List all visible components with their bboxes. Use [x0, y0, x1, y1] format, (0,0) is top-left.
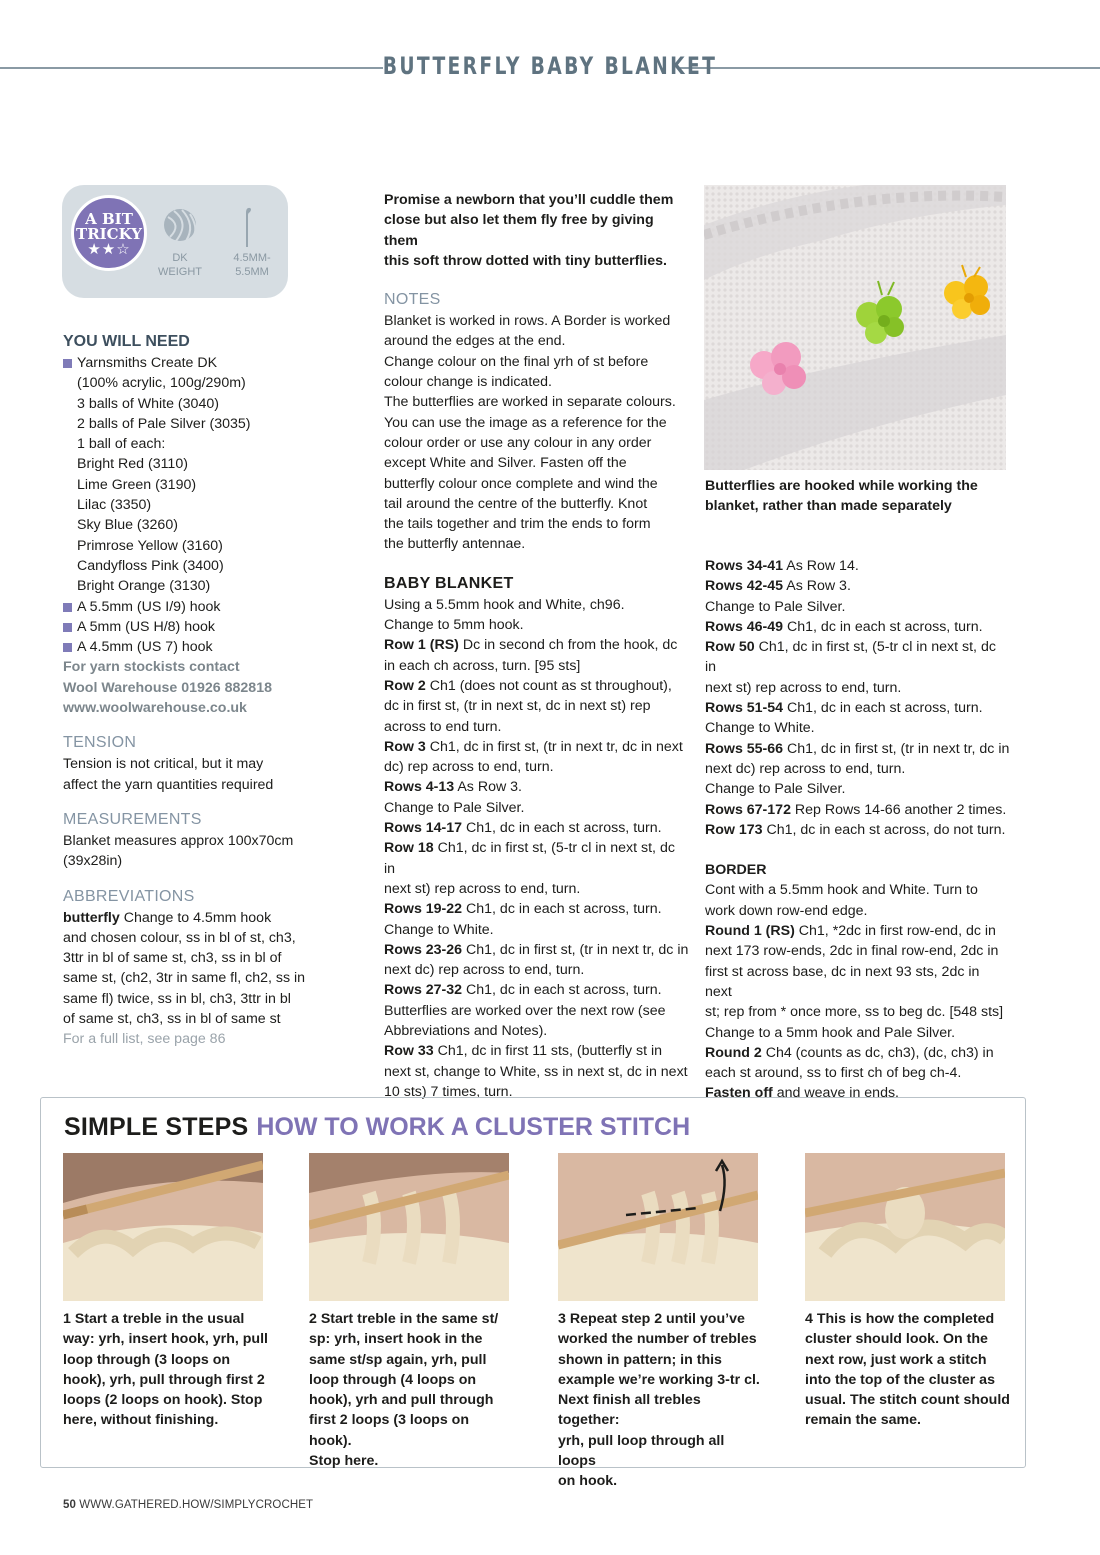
- list-item: A 5.5mm (US I/9) hook: [63, 597, 308, 617]
- list-item: 1 ball of each:: [77, 436, 166, 453]
- pattern-line: Change to Pale Silver.: [705, 598, 846, 615]
- pattern-row: [705, 617, 1010, 637]
- pattern-line: Change to Pale Silver.: [384, 799, 525, 816]
- step-2-illustration: [309, 1153, 509, 1301]
- hook-size-line-1: 4.5MM-: [233, 252, 271, 264]
- list-item: Primrose Yellow (3160): [77, 537, 223, 554]
- row-label: Rows 14-17: [384, 820, 463, 837]
- row-text: Ch1, dc in each st across, do not turn.: [762, 821, 1006, 838]
- pattern-line: Abbreviations and Notes).: [384, 1022, 548, 1039]
- step-line: first 2 loops (3 loops on hook).: [309, 1412, 470, 1449]
- row-text: Ch1 (does not count as st throughout),: [425, 677, 672, 694]
- pattern-line: Change to Pale Silver.: [705, 781, 846, 798]
- row-label: Row 33: [384, 1043, 434, 1060]
- pattern-line: across to end turn.: [384, 718, 502, 735]
- yarn-ball-icon: [160, 205, 200, 245]
- step-line: same st/sp again, yrh, pull: [309, 1351, 487, 1368]
- abbreviation-line: and chosen colour, ss in bl of st, ch3,: [63, 929, 296, 946]
- step-line: into the top of the cluster as: [805, 1371, 995, 1388]
- pattern-row: [705, 698, 1010, 718]
- border-heading: BORDER: [705, 862, 767, 879]
- row-text: Ch4 (counts as dc, ch3), (dc, ch3) in: [761, 1044, 994, 1061]
- pattern-row: [705, 820, 1010, 840]
- step-line: loop through (3 loops on: [63, 1351, 231, 1368]
- difficulty-line-1: A BIT: [85, 210, 133, 228]
- pattern-line: Change to White.: [705, 720, 815, 737]
- caption-line: blanket, rather than made separately: [705, 498, 952, 515]
- abbreviation-line: [63, 908, 308, 928]
- pattern-line: each st around, ss to first ch of beg ch-4.: [705, 1065, 962, 1082]
- pattern-line: Using a 5.5mm hook and White, ch96.: [384, 596, 625, 613]
- pattern-line: Butterflies are worked over the next row (see: [384, 1002, 666, 1019]
- yarn-weight-label: [154, 251, 206, 279]
- abbreviation-line: of same st, ch3, ss in bl of same st: [63, 1011, 281, 1028]
- step-4-photo: [805, 1153, 1005, 1301]
- step-1-photo: [63, 1153, 263, 1301]
- pattern-line: dc) rep across to end, turn.: [384, 759, 554, 776]
- page-footer: [63, 1499, 313, 1511]
- row-text: Ch1, dc in each st across, turn.: [462, 982, 662, 999]
- row-label: Rows 51-54: [705, 700, 784, 717]
- pattern-line: in each ch across, turn. [95 sts]: [384, 657, 581, 674]
- row-label: Rows 23-26: [384, 941, 463, 958]
- list-item: Bright Red (3110): [77, 456, 188, 473]
- row-label: Rows 34-41: [705, 558, 784, 574]
- step-number: 3: [558, 1311, 566, 1327]
- row-label: Round 1 (RS): [705, 923, 795, 940]
- row-label: Row 18: [384, 840, 434, 857]
- step-line: usual. The stitch count should: [805, 1392, 1010, 1409]
- pattern-row: [705, 1043, 1010, 1063]
- row-text: Ch1, dc in each st across, turn.: [783, 700, 983, 717]
- pattern-line: Change to White.: [384, 921, 494, 938]
- row-label: Rows 67-172: [705, 801, 791, 818]
- step-2-text: [309, 1309, 514, 1471]
- notes-line: except White and Silver. Fasten off the: [384, 455, 627, 472]
- row-label: Round 2: [705, 1044, 762, 1061]
- row-label: Row 3: [384, 738, 426, 755]
- measurements-text: Blanket measures approx 100x70cm: [63, 832, 294, 849]
- step-line: Repeat step 2 until you’ve: [565, 1311, 745, 1327]
- notes-line: around the edges at the end.: [384, 333, 566, 350]
- middle-column: [384, 190, 689, 1102]
- tension-text: affect the yarn quantities required: [63, 776, 274, 793]
- step-line: Start a treble in the usual: [70, 1311, 245, 1327]
- pattern-row: [705, 576, 1010, 596]
- row-label: Row 173: [705, 821, 763, 838]
- row-text: As Row 3.: [454, 779, 523, 796]
- step-number: 2: [309, 1311, 317, 1327]
- abbreviation-line: same fl) twice, ss in bl, ch3, 3ttr in bl: [63, 990, 291, 1007]
- row-text: Ch1, *2dc in first row-end, dc in: [794, 923, 996, 940]
- photo-caption: [705, 476, 1005, 517]
- pattern-row: [384, 1041, 689, 1061]
- row-text: Ch1, dc in each st across, turn.: [462, 820, 662, 837]
- pattern-row: [705, 739, 1010, 759]
- notes-line: colour order or use any colour in any order: [384, 434, 652, 451]
- intro-text: this soft throw dotted with tiny butterflies.: [384, 252, 667, 269]
- row-text: Rep Rows 14-66 another 2 times.: [790, 801, 1007, 818]
- blanket-illustration: [704, 185, 1006, 470]
- step-line: remain the same.: [805, 1412, 921, 1429]
- notes-line: colour change is indicated.: [384, 374, 552, 391]
- hook-size-line-2: 5.5MM: [235, 266, 269, 278]
- pattern-row: [384, 838, 689, 879]
- notes-line: You can use the image as a reference for the: [384, 414, 667, 431]
- step-3-text: [558, 1309, 763, 1492]
- pattern-line: next st, change to White, ss in next st, dc in next: [384, 1063, 688, 1080]
- row-label: Fasten off: [705, 1085, 773, 1102]
- step-line: Stop here.: [309, 1453, 379, 1470]
- measurements-heading: MEASUREMENTS: [63, 810, 202, 828]
- pattern-row: [384, 940, 689, 960]
- stockist-link[interactable]: www.woolwarehouse.co.uk: [63, 700, 247, 717]
- pattern-row: [705, 556, 1010, 576]
- notes-line: the butterfly antennae.: [384, 536, 526, 553]
- step-1-illustration: [63, 1153, 263, 1301]
- abbreviation-line: same st, (ch2, 3tr in same fl, ch2, ss in: [63, 970, 306, 987]
- crochet-hook-icon: [240, 205, 254, 247]
- row-text: Ch1, dc in each st across, turn.: [783, 618, 983, 635]
- right-column: [705, 556, 1010, 1104]
- row-text: As Row 3.: [783, 578, 851, 595]
- row-text: Ch1, dc in first st, (5-tr cl in next st, dc in: [705, 639, 996, 676]
- step-line: loops (2 loops on hook). Stop: [63, 1392, 263, 1409]
- step-line: loop through (4 loops on: [309, 1371, 477, 1388]
- abbreviation-term: butterfly: [63, 909, 120, 926]
- list-item: (100% acrylic, 100g/290m): [77, 375, 246, 392]
- step-line: Next finish all trebles together:: [558, 1392, 701, 1429]
- step-4-illustration: [805, 1153, 1005, 1301]
- cluster-stitch-label: HOW TO WORK A CLUSTER STITCH: [256, 1113, 691, 1141]
- page-number: 50: [63, 1499, 76, 1511]
- pattern-line: work down row-end edge.: [705, 902, 868, 919]
- pattern-line: Change to a 5mm hook and Pale Silver.: [705, 1024, 956, 1041]
- list-item: Lilac (3350): [77, 497, 152, 514]
- row-text: Dc in second ch from the hook, dc: [458, 637, 678, 654]
- notes-line: The butterflies are worked in separate colours.: [384, 394, 676, 411]
- row-text: As Row 14.: [783, 558, 859, 574]
- step-line: cluster should look. On the: [805, 1331, 988, 1348]
- notes-heading: NOTES: [384, 291, 441, 309]
- step-line: worked the number of trebles: [558, 1331, 757, 1348]
- left-column: [63, 331, 308, 1050]
- step-line: on hook.: [558, 1473, 618, 1490]
- row-text: and weave in ends.: [772, 1085, 899, 1102]
- pattern-row: [705, 800, 1010, 820]
- pattern-line: Change to 5mm hook.: [384, 617, 524, 634]
- pattern-line: next 173 row-ends, 2dc in final row-end, 2dc in: [705, 943, 999, 960]
- difficulty-badge: [62, 185, 288, 298]
- pattern-row: [705, 637, 1010, 678]
- step-1-text: [63, 1309, 268, 1431]
- pattern-line: next st) rep across to end, turn.: [384, 880, 581, 897]
- step-line: way: yrh, insert hook, yrh, pull: [63, 1331, 268, 1348]
- step-line: sp: yrh, insert hook in the: [309, 1331, 483, 1348]
- row-text: Ch1, dc in first st, (tr in next tr, dc in: [462, 941, 689, 958]
- difficulty-stars: ★★☆: [87, 241, 131, 258]
- row-label: Rows 4-13: [384, 779, 455, 796]
- pattern-row: [384, 737, 689, 757]
- intro-text: Promise a newborn that you’ll cuddle them: [384, 192, 674, 208]
- notes-line: tail around the centre of the butterfly. Knot: [384, 495, 648, 512]
- difficulty-circle: [71, 195, 147, 271]
- row-label: Rows 46-49: [705, 618, 784, 635]
- pattern-row: [384, 818, 689, 838]
- list-item: A 5mm (US H/8) hook: [63, 617, 308, 637]
- list-item: Bright Orange (3130): [77, 578, 211, 595]
- step-line: This is how the completed: [812, 1311, 995, 1327]
- pattern-line: st; rep from * once more, ss to beg dc. [548 sts]: [705, 1004, 1004, 1021]
- pattern-row: [384, 635, 689, 655]
- list-item: A 4.5mm (US 7) hook: [63, 637, 308, 657]
- full-list-link[interactable]: For a full list, see page 86: [63, 1031, 226, 1048]
- pattern-line: next dc) rep across to end, turn.: [384, 962, 585, 979]
- yarn-weight-line-1: DK: [172, 252, 188, 264]
- notes-line: butterfly colour once complete and wind the: [384, 475, 658, 492]
- pattern-line: first st across base, dc in next 93 sts, 2dc in next: [705, 963, 980, 1000]
- pattern-row: [384, 676, 689, 696]
- notes-line: Change colour on the final yrh of st before: [384, 353, 649, 370]
- step-line: hook), yrh, pull through first 2: [63, 1371, 265, 1388]
- step-line: yrh, pull loop through all loops: [558, 1432, 725, 1470]
- stockist-line: Wool Warehouse 01926 882818: [63, 679, 272, 696]
- row-label: Rows 42-45: [705, 578, 784, 595]
- list-item: Candyfloss Pink (3400): [77, 557, 224, 574]
- pattern-row: [384, 980, 689, 1000]
- step-line: next row, just work a stitch: [805, 1351, 987, 1368]
- row-label: Row 2: [384, 677, 426, 694]
- pattern-line: dc in first st, (tr in next st, dc in next st) rep: [384, 698, 651, 715]
- step-3-illustration: [558, 1153, 758, 1301]
- yarn-weight-line-2: WEIGHT: [158, 266, 202, 278]
- footer-url[interactable]: WWW.GATHERED.HOW/SIMPLYCROCHET: [76, 1499, 314, 1511]
- row-text: Ch1, dc in each st across, turn.: [462, 901, 662, 918]
- step-number: 4: [805, 1311, 813, 1327]
- page-title: BUTTERFLY BABY BLANKET: [382, 52, 718, 80]
- step-line: hook), yrh and pull through: [309, 1392, 494, 1409]
- row-text: Ch1, dc in first st, (tr in next tr, dc in next: [425, 738, 683, 755]
- step-line: example we’re working 3-tr cl.: [558, 1371, 760, 1388]
- hook-size-label: [224, 251, 280, 279]
- pattern-row: [384, 899, 689, 919]
- intro-text: close but also let them fly free by giving them: [384, 212, 654, 249]
- you-will-need-heading: YOU WILL NEED: [63, 333, 190, 350]
- list-item: 2 balls of Pale Silver (3035): [77, 415, 251, 432]
- pattern-line: 10 sts) 7 times, turn.: [384, 1083, 513, 1100]
- step-number: 1: [63, 1311, 71, 1327]
- step-4-text: [805, 1309, 1010, 1431]
- row-label: Rows 19-22: [384, 901, 463, 918]
- pattern-row: [705, 921, 1010, 941]
- caption-line: Butterflies are hooked while working the: [705, 478, 978, 494]
- abbreviations-heading: ABBREVIATIONS: [63, 887, 195, 905]
- measurements-text: (39x28in): [63, 853, 123, 870]
- step-3-photo: [558, 1153, 758, 1301]
- difficulty-line-2: TRICKY: [76, 225, 142, 243]
- row-label: Row 50: [705, 639, 755, 656]
- step-2-photo: [309, 1153, 509, 1301]
- simple-steps-title: [64, 1110, 690, 1144]
- list-item: Lime Green (3190): [77, 476, 197, 493]
- simple-steps-label: SIMPLE STEPS: [64, 1113, 249, 1141]
- notes-line: Blanket is worked in rows. A Border is worked: [384, 313, 671, 330]
- list-item: 3 balls of White (3040): [77, 395, 219, 412]
- step-line: Start treble in the same st/: [316, 1311, 499, 1327]
- pattern-row: [384, 777, 689, 797]
- row-text: Ch1, dc in first 11 sts, (butterfly st in: [433, 1043, 663, 1060]
- row-label: Row 1 (RS): [384, 637, 459, 654]
- row-text: Ch1, dc in first st, (tr in next tr, dc in: [783, 740, 1010, 757]
- abbreviation-text: Change to 4.5mm hook: [119, 909, 272, 926]
- step-line: here, without finishing.: [63, 1412, 219, 1429]
- pattern-line: Cont with a 5.5mm hook and White. Turn to: [705, 882, 978, 899]
- row-label: Rows 27-32: [384, 982, 463, 999]
- butterfly-blanket-photo: [704, 185, 1006, 470]
- tension-text: Tension is not critical, but it may: [63, 756, 264, 773]
- list-item: Sky Blue (3260): [77, 517, 178, 534]
- pattern-line: next dc) rep across to end, turn.: [705, 760, 906, 777]
- step-line: shown in pattern; in this: [558, 1351, 722, 1368]
- pattern-line: next st) rep across to end, turn.: [705, 679, 902, 696]
- abbreviation-line: 3ttr in bl of same st, ch3, ss in bl of: [63, 950, 282, 967]
- notes-line: the tails together and trim the ends to form: [384, 516, 651, 533]
- stockist-line: For yarn stockists contact: [63, 659, 240, 676]
- row-label: Rows 55-66: [705, 740, 784, 757]
- baby-blanket-heading: BABY BLANKET: [384, 574, 514, 592]
- tension-heading: TENSION: [63, 734, 137, 752]
- list-item: Yarnsmiths Create DK: [63, 353, 308, 373]
- row-text: Ch1, dc in first st, (5-tr cl in next st, dc in: [384, 840, 675, 877]
